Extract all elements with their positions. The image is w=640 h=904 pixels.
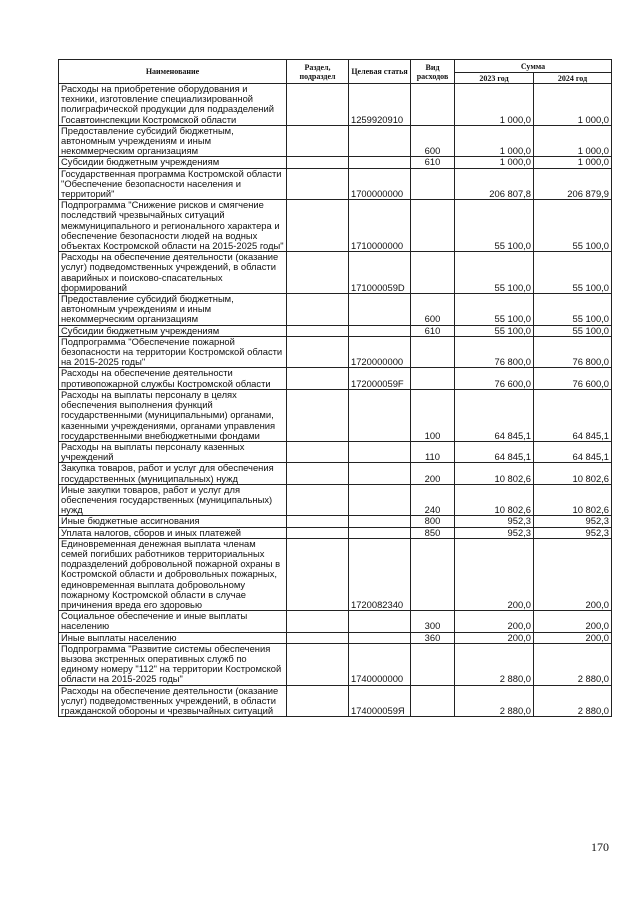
cell-article: 174000059Я — [349, 685, 411, 717]
page-number: 170 — [591, 840, 609, 854]
cell-name: Подпрограмма "Развитие системы обеспечения вызова экстренных оперативных служб по единому номеру "112" на территории Костромской области на 2015-2025 годы" — [59, 643, 287, 685]
cell-section — [287, 325, 349, 336]
cell-article: 1710000000 — [349, 200, 411, 252]
cell-article — [349, 527, 411, 538]
cell-kind: 360 — [411, 632, 455, 643]
cell-section — [287, 168, 349, 200]
cell-2023: 10 802,6 — [455, 484, 534, 516]
table-row — [59, 685, 612, 717]
cell-kind — [411, 84, 455, 126]
cell-section — [287, 611, 349, 632]
cell-article: 1720082340 — [349, 538, 411, 610]
header-section: Раздел, подраздел — [287, 60, 349, 84]
table-row — [59, 84, 612, 126]
header-year-2023: 2023 год — [455, 73, 534, 84]
cell-2023: 2 880,0 — [455, 643, 534, 685]
table-row — [59, 125, 612, 157]
table-body — [59, 84, 612, 717]
cell-2023: 55 100,0 — [455, 325, 534, 336]
cell-name: Иные выплаты населению — [59, 632, 287, 643]
cell-article — [349, 125, 411, 157]
cell-section — [287, 252, 349, 294]
cell-kind: 850 — [411, 527, 455, 538]
cell-name: Субсидии бюджетным учреждениям — [59, 325, 287, 336]
cell-2023: 1 000,0 — [455, 125, 534, 157]
cell-kind: 300 — [411, 611, 455, 632]
cell-kind — [411, 643, 455, 685]
cell-2024: 76 800,0 — [534, 336, 612, 368]
cell-2024: 952,3 — [534, 516, 612, 527]
cell-article: 1720000000 — [349, 336, 411, 368]
cell-2024: 10 802,6 — [534, 484, 612, 516]
cell-kind — [411, 252, 455, 294]
cell-2024: 55 100,0 — [534, 200, 612, 252]
table-row — [59, 368, 612, 389]
header-name: Наименование — [59, 60, 287, 84]
cell-2023: 76 800,0 — [455, 336, 534, 368]
header-year-2024: 2024 год — [534, 73, 612, 84]
cell-2024: 55 100,0 — [534, 252, 612, 294]
cell-2024: 1 000,0 — [534, 125, 612, 157]
cell-section — [287, 368, 349, 389]
cell-kind: 610 — [411, 325, 455, 336]
cell-name: Иные бюджетные ассигнования — [59, 516, 287, 527]
cell-2023: 55 100,0 — [455, 200, 534, 252]
cell-2023: 952,3 — [455, 527, 534, 538]
table-row — [59, 516, 612, 527]
cell-kind: 600 — [411, 294, 455, 326]
cell-article — [349, 325, 411, 336]
cell-kind — [411, 685, 455, 717]
cell-section — [287, 538, 349, 610]
cell-name: Иные закупки товаров, работ и услуг для обеспечения государственных (муниципальных) нужд — [59, 484, 287, 516]
cell-name: Расходы на приобретение оборудования и техники, изготовление специализированной полиграфической продукции для подразделений Госавтоинспекции Костромской области — [59, 84, 287, 126]
cell-section — [287, 527, 349, 538]
table-row — [59, 441, 612, 462]
cell-article: 171000059D — [349, 252, 411, 294]
cell-2024: 200,0 — [534, 538, 612, 610]
cell-article — [349, 516, 411, 527]
cell-2024: 2 880,0 — [534, 643, 612, 685]
cell-article — [349, 441, 411, 462]
cell-2024: 200,0 — [534, 632, 612, 643]
table-row — [59, 611, 612, 632]
cell-kind: 200 — [411, 463, 455, 484]
cell-name: Социальное обеспечение и иные выплаты населению — [59, 611, 287, 632]
header-kind: Вид расходов — [411, 60, 455, 84]
cell-section — [287, 516, 349, 527]
table-row — [59, 294, 612, 326]
cell-article — [349, 157, 411, 168]
table-row — [59, 632, 612, 643]
cell-2024: 64 845,1 — [534, 389, 612, 441]
table-row — [59, 325, 612, 336]
cell-2023: 76 600,0 — [455, 368, 534, 389]
table-row — [59, 484, 612, 516]
table-header — [59, 60, 612, 84]
cell-2023: 1 000,0 — [455, 84, 534, 126]
cell-name: Расходы на выплаты персоналу в целях обеспечения выполнения функций государственными (муниципальными) органами, казенными учреждениями, органами управления государственными внебюджетными фондами — [59, 389, 287, 441]
cell-kind: 600 — [411, 125, 455, 157]
cell-2024: 1 000,0 — [534, 157, 612, 168]
table-row — [59, 463, 612, 484]
table-row — [59, 168, 612, 200]
cell-article — [349, 463, 411, 484]
cell-article: 172000059F — [349, 368, 411, 389]
cell-2024: 1 000,0 — [534, 84, 612, 126]
cell-kind: 610 — [411, 157, 455, 168]
cell-kind — [411, 368, 455, 389]
table-row — [59, 252, 612, 294]
cell-name: Подпрограмма "Снижение рисков и смягчение последствий чрезвычайных ситуаций межмуниципального и регионального характера и обеспечение безопасности людей на водных объектах Костромской области на 2015-2025 годы" — [59, 200, 287, 252]
cell-2023: 200,0 — [455, 611, 534, 632]
cell-section — [287, 157, 349, 168]
cell-kind — [411, 168, 455, 200]
cell-section — [287, 389, 349, 441]
cell-article — [349, 294, 411, 326]
cell-name: Расходы на обеспечение деятельности (оказание услуг) подведомственных учреждений, в области гражданской обороны и чрезвычайных ситуаций — [59, 685, 287, 717]
cell-article: 1740000000 — [349, 643, 411, 685]
table-row — [59, 643, 612, 685]
cell-2023: 64 845,1 — [455, 389, 534, 441]
table-row — [59, 527, 612, 538]
cell-name: Единовременная денежная выплата членам семей погибших работников территориальных подразделений добровольной пожарной охраны в Костромской области и добровольных пожарных, единовременная выплата добровольному пожарному Костромской области в случае причинения вреда его здоровью — [59, 538, 287, 610]
cell-section — [287, 336, 349, 368]
cell-section — [287, 463, 349, 484]
table-row — [59, 336, 612, 368]
cell-section — [287, 685, 349, 717]
cell-name: Закупка товаров, работ и услуг для обеспечения государственных (муниципальных) нужд — [59, 463, 287, 484]
cell-section — [287, 484, 349, 516]
cell-article — [349, 632, 411, 643]
cell-2023: 206 807,8 — [455, 168, 534, 200]
cell-kind — [411, 336, 455, 368]
cell-kind: 100 — [411, 389, 455, 441]
cell-article: 1259920910 — [349, 84, 411, 126]
header-sum: Сумма — [455, 60, 612, 73]
cell-name: Субсидии бюджетным учреждениям — [59, 157, 287, 168]
cell-article: 1700000000 — [349, 168, 411, 200]
cell-2023: 10 802,6 — [455, 463, 534, 484]
cell-section — [287, 125, 349, 157]
cell-kind — [411, 538, 455, 610]
cell-article — [349, 484, 411, 516]
cell-2023: 952,3 — [455, 516, 534, 527]
cell-section — [287, 441, 349, 462]
cell-2024: 55 100,0 — [534, 294, 612, 326]
cell-name: Расходы на выплаты персоналу казенных учреждений — [59, 441, 287, 462]
cell-section — [287, 632, 349, 643]
cell-article — [349, 389, 411, 441]
cell-2024: 10 802,6 — [534, 463, 612, 484]
cell-section — [287, 294, 349, 326]
budget-table — [58, 59, 612, 717]
cell-2024: 64 845,1 — [534, 441, 612, 462]
header-article: Целевая статья — [349, 60, 411, 84]
cell-name: Расходы на обеспечение деятельности противопожарной службы Костромской области — [59, 368, 287, 389]
table-row — [59, 200, 612, 252]
cell-name: Предоставление субсидий бюджетным, автономным учреждениям и иным некоммерческим организациям — [59, 294, 287, 326]
cell-2023: 1 000,0 — [455, 157, 534, 168]
table-row — [59, 389, 612, 441]
cell-2023: 2 880,0 — [455, 685, 534, 717]
cell-2023: 55 100,0 — [455, 294, 534, 326]
cell-2023: 200,0 — [455, 538, 534, 610]
cell-name: Уплата налогов, сборов и иных платежей — [59, 527, 287, 538]
cell-name: Подпрограмма "Обеспечение пожарной безопасности на территории Костромской области на 2015-2025 годы" — [59, 336, 287, 368]
cell-2024: 200,0 — [534, 611, 612, 632]
table-row — [59, 538, 612, 610]
cell-section — [287, 84, 349, 126]
cell-kind: 800 — [411, 516, 455, 527]
cell-kind — [411, 200, 455, 252]
cell-2023: 200,0 — [455, 632, 534, 643]
cell-2023: 64 845,1 — [455, 441, 534, 462]
cell-name: Расходы на обеспечение деятельности (оказание услуг) подведомственных учреждений, в области аварийных и поисково-спасательных формирований — [59, 252, 287, 294]
cell-section — [287, 643, 349, 685]
cell-section — [287, 200, 349, 252]
cell-2024: 2 880,0 — [534, 685, 612, 717]
table-row — [59, 157, 612, 168]
cell-2024: 952,3 — [534, 527, 612, 538]
cell-2024: 55 100,0 — [534, 325, 612, 336]
cell-2024: 206 879,9 — [534, 168, 612, 200]
cell-2024: 76 600,0 — [534, 368, 612, 389]
cell-article — [349, 611, 411, 632]
cell-2023: 55 100,0 — [455, 252, 534, 294]
cell-name: Предоставление субсидий бюджетным, автономным учреждениям и иным некоммерческим организациям — [59, 125, 287, 157]
cell-kind: 110 — [411, 441, 455, 462]
cell-name: Государственная программа Костромской области "Обеспечение безопасности населения и территорий" — [59, 168, 287, 200]
cell-kind: 240 — [411, 484, 455, 516]
